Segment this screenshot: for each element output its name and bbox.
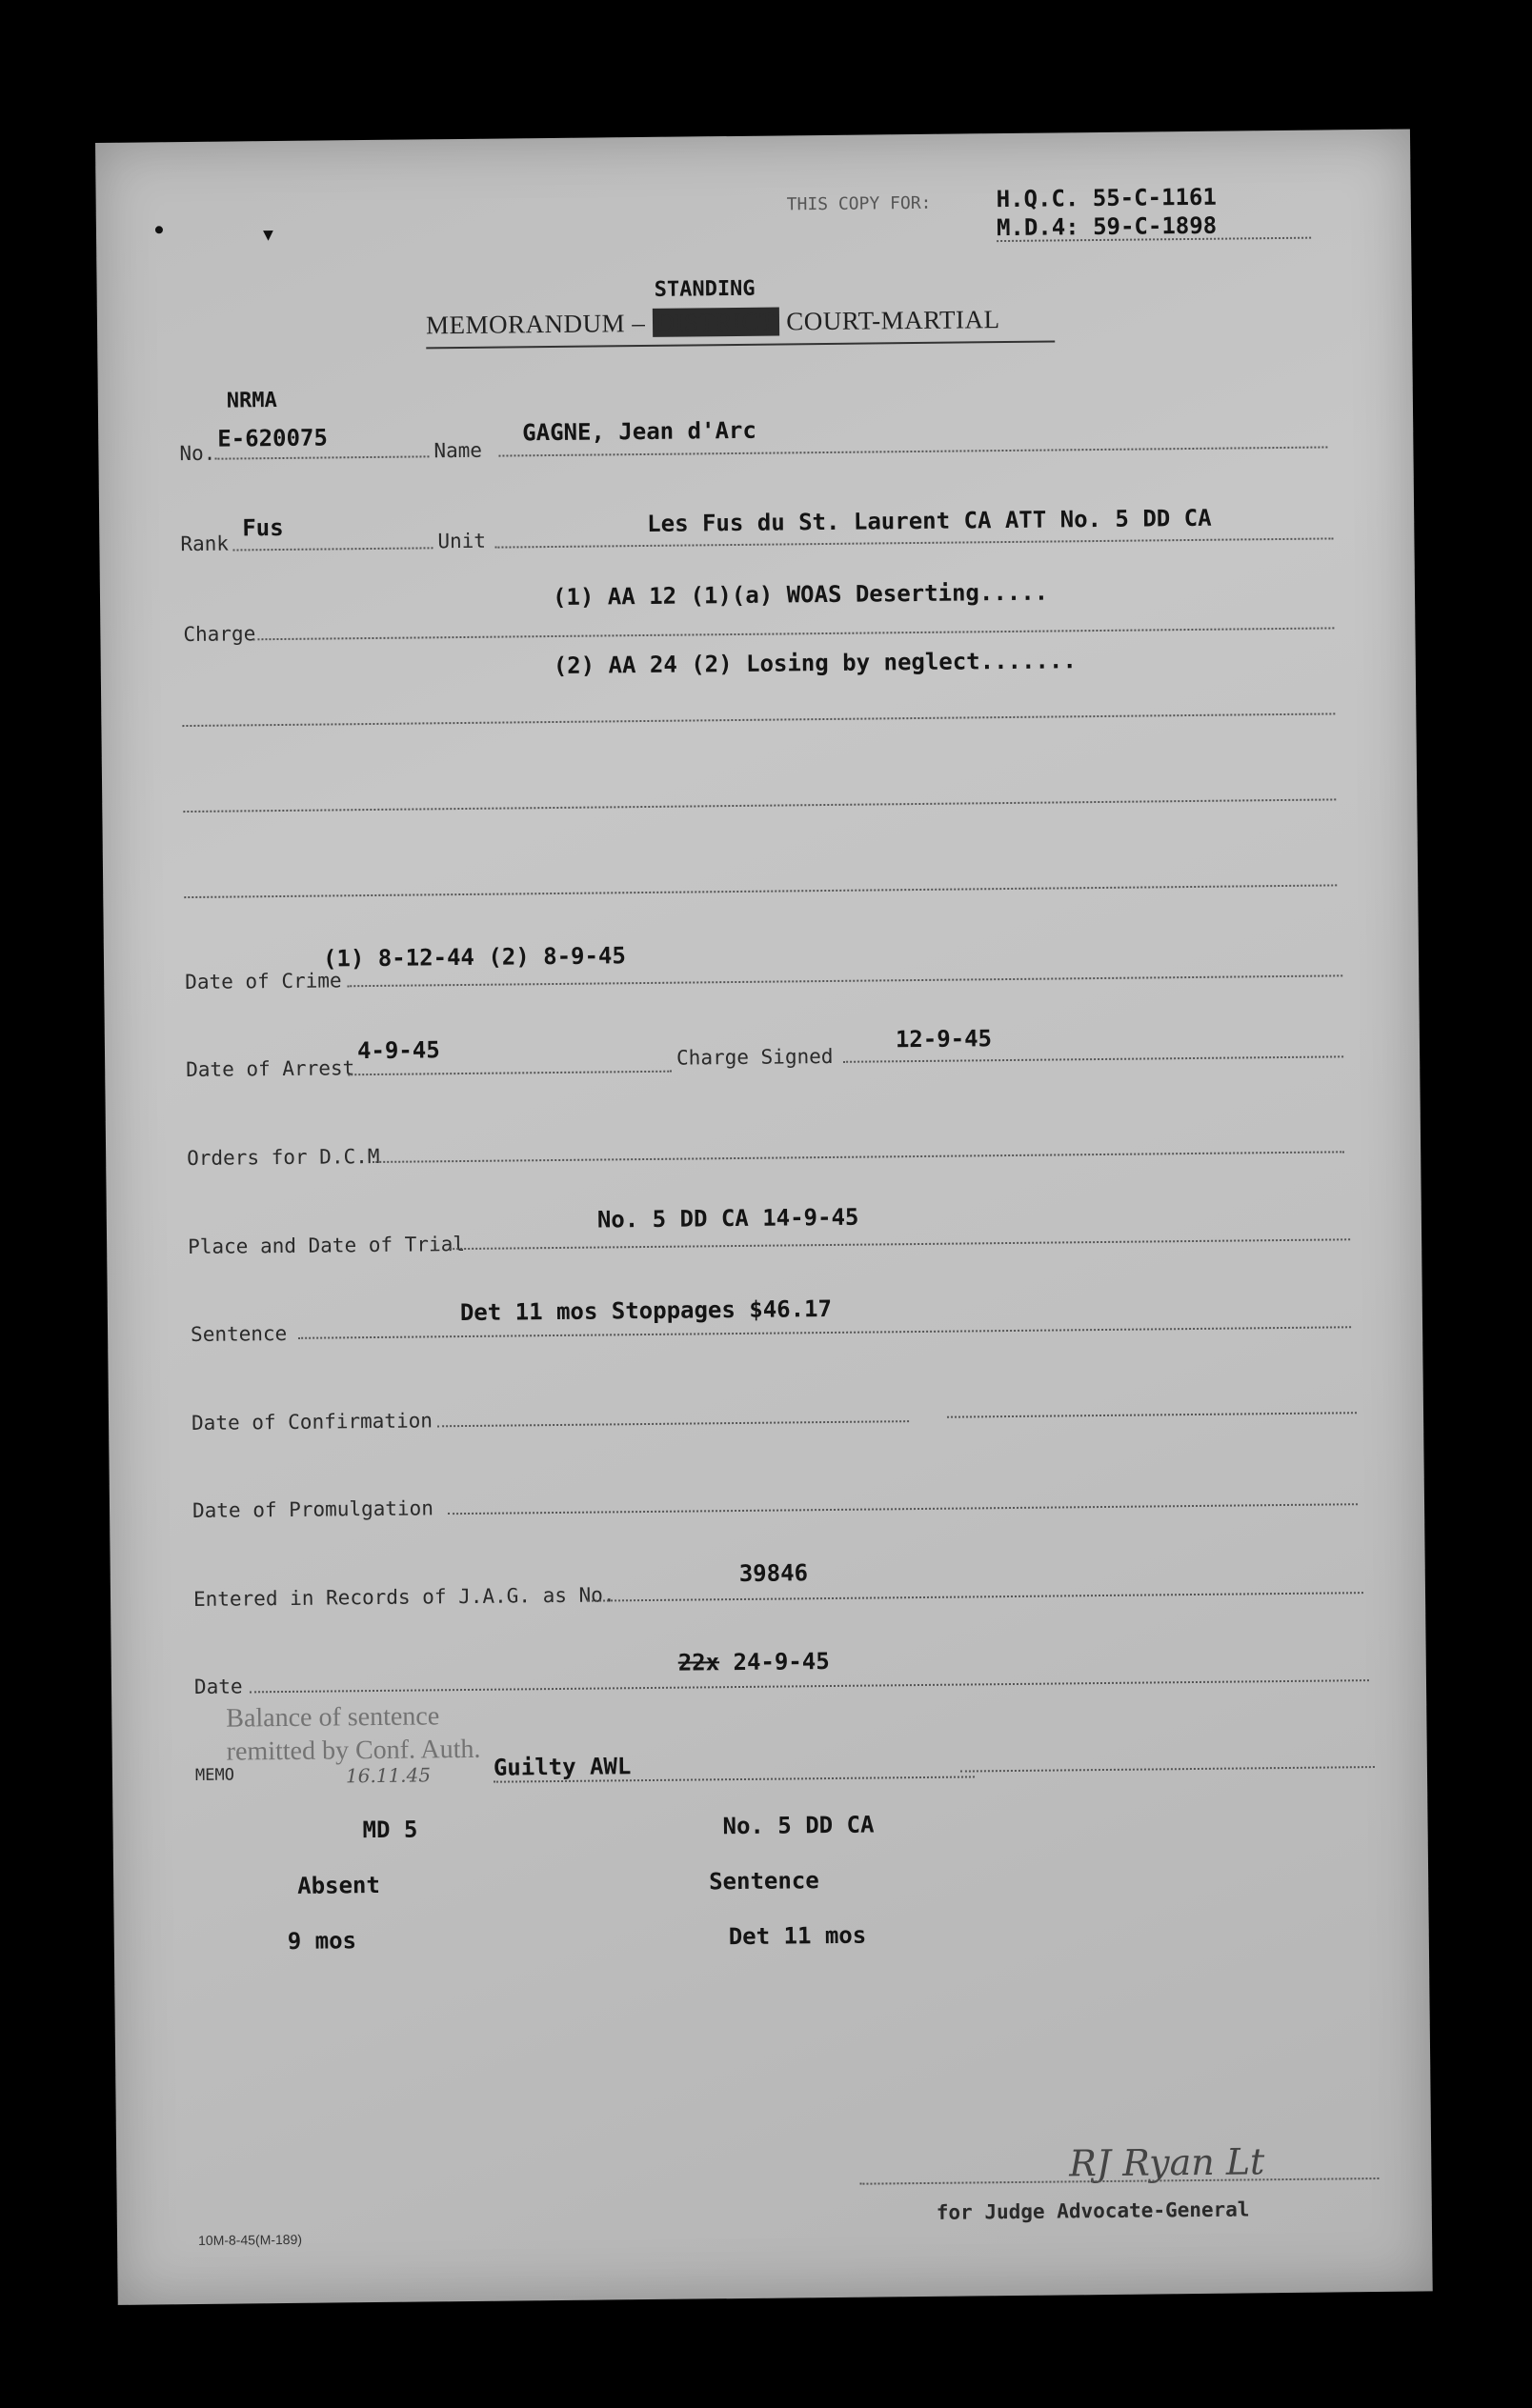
sentence-value: Det 11 mos Stoppages $46.17	[459, 1294, 833, 1327]
rank-line	[232, 547, 433, 551]
signature-caption: for Judge Advocate-General	[936, 2197, 1250, 2224]
trial-value: No. 5 DD CA 14-9-45	[596, 1203, 859, 1234]
number-label: No.	[179, 441, 216, 466]
jag-value: 39846	[738, 1559, 809, 1588]
number-line	[214, 455, 429, 459]
charge-label: Charge	[183, 622, 256, 647]
summary-absent-duration: 9 mos	[287, 1927, 357, 1955]
summary-sentence-value: Det 11 mos	[728, 1921, 867, 1951]
blank-rule-2	[183, 798, 1336, 813]
blank-rule-3	[184, 884, 1337, 898]
confirmation-line	[437, 1420, 909, 1427]
summary-unit: No. 5 DD CA	[722, 1811, 875, 1840]
trial-line	[450, 1238, 1350, 1250]
memo-label: MEMO	[194, 1765, 235, 1785]
sentence-label: Sentence	[190, 1321, 288, 1347]
jag-label: Entered in Records of J.A.G. as No.	[192, 1583, 615, 1612]
charge-signed-value: 12-9-45	[895, 1025, 993, 1054]
summary-md: MD 5	[362, 1816, 418, 1844]
arrest-date-label: Date of Arrest	[186, 1056, 355, 1082]
name-value: GAGNE, Jean d'Arc	[522, 416, 756, 447]
summary-sentence-label: Sentence	[709, 1867, 819, 1896]
struck-word: DISTRICT	[652, 307, 779, 336]
date-line	[250, 1679, 1369, 1693]
unit-label: Unit	[437, 529, 487, 553]
promulgation-line	[448, 1503, 1358, 1515]
signature-scrawl: RJ Ryan Lt	[1069, 2140, 1265, 2185]
jag-line	[587, 1592, 1363, 1602]
md-reference: M.D.4: 59-C-1898	[996, 211, 1218, 242]
name-line	[498, 446, 1327, 456]
promulgation-label: Date of Promulgation	[192, 1496, 434, 1523]
arrest-date-value: 4-9-45	[356, 1036, 440, 1065]
hq-reference: H.Q.C. 55-C-1161	[996, 183, 1217, 213]
title-line	[426, 305, 1000, 340]
date-label: Date	[193, 1675, 243, 1698]
charge-signed-label: Charge Signed	[675, 1044, 834, 1070]
number-value: E-620075	[217, 424, 328, 452]
memo-line-2	[960, 1766, 1375, 1773]
nrma-tag: NRMA	[226, 389, 277, 413]
memo-value: Guilty AWL	[493, 1753, 632, 1781]
crime-date-value: (1) 8-12-44 (2) 8-9-45	[322, 942, 627, 973]
form-code: 10M-8-45(M-189)	[197, 2231, 303, 2248]
memorandum-document	[95, 130, 1433, 2305]
crime-date-line	[347, 974, 1342, 987]
orders-line	[373, 1151, 1344, 1163]
rank-label: Rank	[180, 532, 230, 556]
charge-line-1: (1) AA 12 (1)(a) WOAS Deserting.....	[552, 578, 1049, 611]
stamp-line-1: Balance of sentence	[226, 1701, 440, 1734]
crime-date-label: Date of Crime	[185, 969, 342, 994]
punch-dot	[155, 226, 163, 233]
sentence-line	[298, 1326, 1351, 1339]
court-martial-word: COURT-MARTIAL	[786, 305, 1000, 336]
summary-absent: Absent	[297, 1871, 381, 1899]
name-label: Name	[433, 438, 483, 463]
charge-signed-line	[843, 1055, 1343, 1062]
title-underline	[426, 340, 1055, 349]
standing-word: STANDING	[654, 276, 756, 302]
memorandum-word: MEMORANDUM –	[425, 308, 646, 340]
rank-value: Fus	[242, 513, 284, 542]
date-struck: 22x	[677, 1649, 720, 1676]
arrest-date-line	[348, 1071, 672, 1076]
charge-rule-1	[252, 627, 1334, 640]
unit-value: Les Fus du St. Laurent CA ATT No. 5 DD CA	[647, 504, 1212, 537]
date-value: 24-9-45	[733, 1648, 830, 1676]
stamp-hand-date: 16.11.45	[345, 1763, 432, 1788]
trial-label: Place and Date of Trial	[188, 1233, 466, 1259]
blank-rule-1	[182, 712, 1335, 727]
confirmation-line-2	[947, 1412, 1357, 1418]
date-value-line	[678, 1648, 830, 1676]
confirmation-label: Date of Confirmation	[191, 1409, 433, 1435]
unit-line	[494, 537, 1333, 548]
charge-line-2: (2) AA 24 (2) Losing by neglect.......	[553, 647, 1077, 679]
arrow-mark-icon: ▼	[262, 225, 273, 246]
stamp-line-2: remitted by Conf. Auth.	[226, 1734, 481, 1767]
orders-label: Orders for D.C.M	[187, 1144, 380, 1171]
copy-for-label: THIS COPY FOR:	[786, 192, 932, 215]
